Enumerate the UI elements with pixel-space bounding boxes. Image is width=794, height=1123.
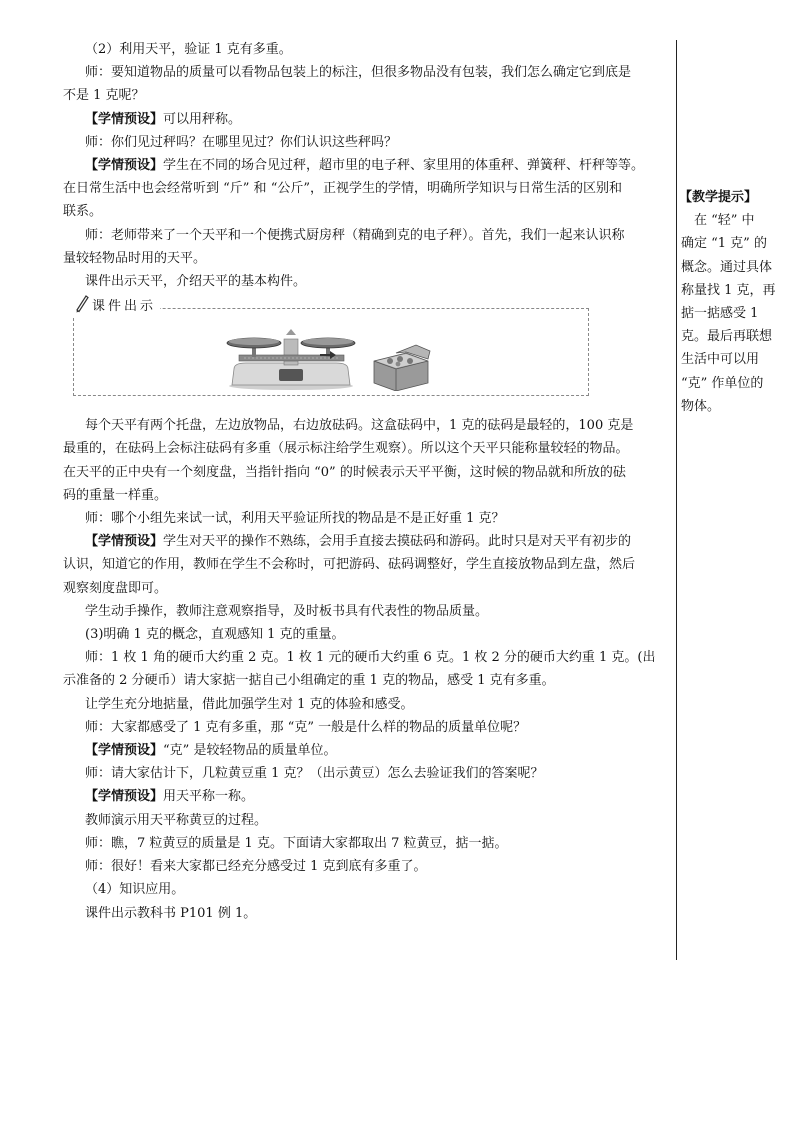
paragraph: 【学情预设】学生在不同的场合见过秤，超市里的电子秤、家里用的体重秤、弹簧秤、杆秤等等。 在日常生活中也会经常听到 “斤” 和 “公斤”，正视学生的学情，明确所学知识与日常生活的区别和 联系。 [63, 158, 645, 220]
paragraph: 师：很好！看来大家都已经充分感受过 1 克到底有多重了。 [85, 859, 427, 875]
teaching-tip-line: 称量找 1 克，再 [681, 282, 776, 298]
paragraph: 【学情预设】学生对天平的操作不熟练，会用手直接去摸砝码和游码。此时只是对天平有初步的 认识，知道它的作用，教师在学生不会称时，可把游码、砝码调整好，学生直接放物品到左盘，然后 观察刻度盘即可。 [63, 534, 636, 596]
paragraph: 师：1 枚 1 角的硬币大约重 2 克。1 枚 1 元的硬币大约重 6 克。1 枚 2 分的硬币大约重 1 克。(出 示准备的 2 分硬币）请大家掂一掂自己小组确定的重 1 克的物品，感受 1 克有多重。 [63, 650, 656, 689]
main-content [63, 38, 673, 925]
section-heading-3: (3)明确 1 克的概念，直观感知 1 克的重量。 [85, 627, 345, 643]
column-divider [676, 40, 677, 960]
paragraph: 课件出示天平，介绍天平的基本构件。 [85, 274, 307, 290]
paragraph: 师：瞧，7 粒黄豆的质量是 1 克。下面请大家都取出 7 粒黄豆，掂一掂。 [85, 835, 508, 851]
paragraph: 教师演示用天平称黄豆的过程。 [85, 812, 268, 828]
section-heading-4: （4）知识应用。 [85, 882, 185, 898]
paragraph: 学生动手操作，教师注意观察指导，及时板书具有代表性的物品质量。 [85, 603, 489, 619]
pen-icon [74, 293, 90, 313]
paragraph: 师：大家都感受了 1 克有多重，那 “克” 一般是什么样的物品的质量单位呢？ [85, 719, 527, 735]
paragraph: 师：老师带来了一个天平和一个便携式厨房秤（精确到克的电子秤）。首先，我们一起来认识称 量较轻物品时用的天平。 [63, 227, 625, 266]
section-heading-2: （2）利用天平，验证 1 克有多重。 [85, 42, 292, 57]
balance-scale-image [224, 327, 359, 391]
teaching-tip-line: 概念。通过具体 [681, 259, 773, 275]
paragraph: 师：请大家估计下，几粒黄豆重 1 克？（出示黄豆）怎么去验证我们的答案呢？ [85, 766, 544, 782]
teaching-tip-line: 克。最后再联想 [681, 329, 773, 345]
teaching-tip-title: 【教学提示】 [679, 190, 758, 205]
paragraph: 课件出示教科书 P101 例 1。 [85, 905, 257, 921]
courseware-label: 课件出示 [72, 295, 160, 318]
teaching-tip-line: “克” 作单位的 [681, 375, 764, 391]
teaching-tip-line: 掂一掂感受 1 [681, 306, 759, 322]
paragraph: 【学情预设】“克” 是较轻物品的质量单位。 [85, 743, 337, 759]
teaching-tip-line: 物体。 [681, 398, 721, 414]
paragraph: 让学生充分地掂量，借此加强学生对 1 克的体验和感受。 [85, 696, 414, 712]
teaching-tip-line: 生活中可以用 [681, 352, 760, 368]
courseware-box [73, 299, 589, 396]
weights-box-image [370, 339, 432, 391]
paragraph: 师：哪个小组先来试一试，利用天平验证所找的物品是不是正好重 1 克？ [85, 511, 505, 527]
teaching-tip-sidebar [681, 186, 777, 418]
paragraph: 师：要知道物品的质量可以看物品包装上的标注，但很多物品没有包装，我们怎么确定它到底是 不是 1 克呢？ [63, 65, 632, 104]
teaching-tip-line: 在 “轻” 中 [681, 213, 755, 229]
paragraph: 每个天平有两个托盘，左边放物品，右边放砝码。这盒砝码中，1 克的砝码是最轻的，100 克是 最重的，在砝码上会标注砝码有多重（展示标注给学生观察）。所以这个天平只能称量较轻的物品。 在天平的正中央有一个刻度盘，当指针指向 “0” 的时候表示天平平衡，这时候的物品就和所放的砝 码的重量一样重。 [63, 418, 634, 503]
teaching-tip-line: 确定 “1 克” 的 [681, 236, 767, 252]
paragraph: 【学情预设】可以用秤称。 [85, 111, 242, 127]
paragraph: 【学情预设】用天平称一称。 [85, 789, 255, 805]
paragraph: 师：你们见过秤吗？在哪里见过？你们认识这些秤吗？ [85, 134, 398, 150]
